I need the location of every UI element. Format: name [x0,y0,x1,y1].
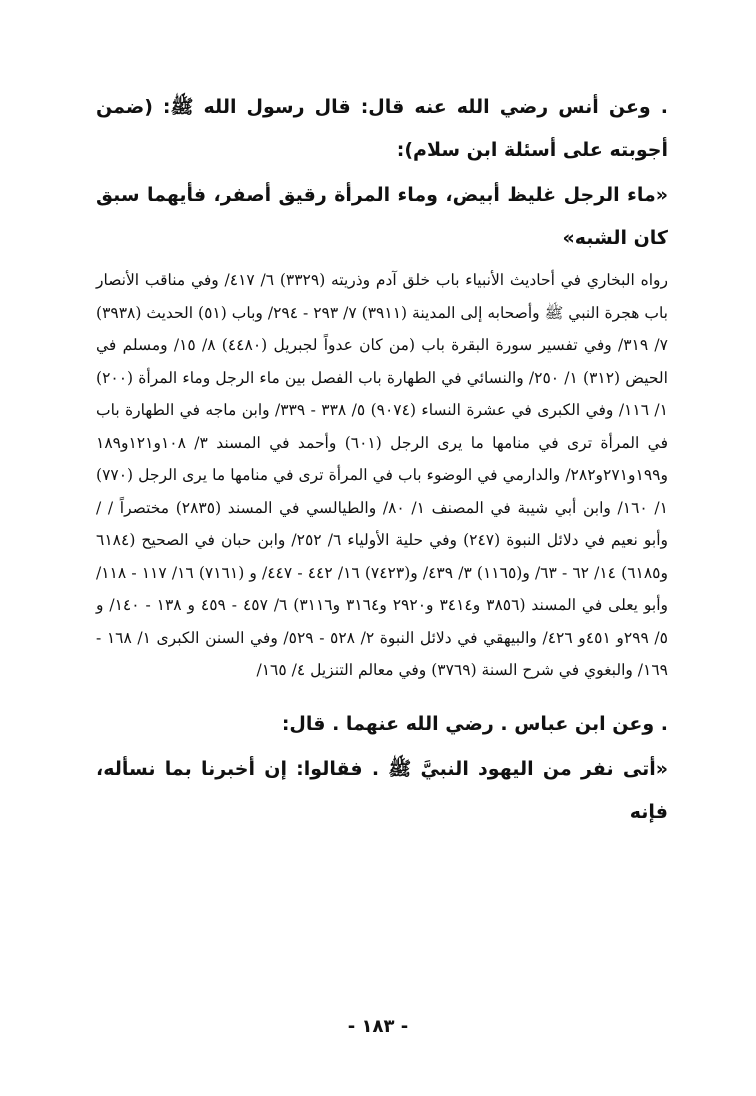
hadith-anas-takhrij: رواه البخاري في أحاديث الأنبياء باب خلق آدم وذريته (٣٣٢٩) ٦/ ٤١٧/ وفي مناقب الأنصار باب هجرة النبي ﷺ وأصحابه إلى المدينة (٣٩١١) ٧/ ٢٩٣ - ٢٩٤/ وباب (٥١) الحديث (٣٩٣٨) ٧/ ٣١٩/ وفي تفسير سورة البقرة باب (من كان عدواً لجبريل (٤٤٨٠) ٨/ ١٥/ ومسلم في الحيض (٣١٢) ١/ ٢٥٠/ والنسائي في الطهارة باب الفصل بين ماء الرجل وماء المرأة (٢٠٠) ١/ ١١٦/ وفي الكبرى في عشرة النساء (٩٠٧٤) ٥/ ٣٣٨ - ٣٣٩/ وابن ماجه في الطهارة باب في المرأة ترى في منامها ما يرى الرجل (٦٠١) وأحمد في المسند ٣/ ١٠٨و١٢١و١٨٩ و١٩٩و٢٧١و٢٨٢/ والدارمي في الوضوء باب في المرأة ترى في منامها ما يرى الرجل (٧٧٠) ١/ ١٦٠/ وابن أبي شيبة في المصنف ١/ ٨٠/ والطيالسي في المسند (٢٨٣٥) مختصراً / / وأبو نعيم في دلائل النبوة (٢٤٧) وفي حلية الأولياء ٦/ ٢٥٢/ وابن حبان في الصحيح (٦١٨٤ و٦١٨٥) ١٤/ ٦٢ - ٦٣/ و(١١٦٥) ٣/ ٤٣٩/ و(٧٤٢٣) ١٦/ ٤٤٢ - ٤٤٧/ و (٧١٦١) ١٦/ ١١٧ - ١١٨/ وأبو يعلى في المسند (٣٨٥٦ و٣٤١٤ و٢٩٢٠ و٣١٦٤ و٣١١٦) ٦/ ٤٥٧ - ٤٥٩ و ١٣٨ - ١٤٠/ و ٥/ ٢٩٩و ٤٥١و ٤٢٦/ والبيهقي في دلائل النبوة ٢/ ٥٢٨ - ٥٢٩/ وفي السنن الكبرى ١/ ١٦٨ - ١٦٩/ والبغوي في شرح السنة (٣٧٦٩) وفي معالم التنزيل ٤/ ١٦٥/ [96,271,669,679]
page-content [96,86,668,834]
hadith-ibn-abbas-text: «أتى نفر من اليهود النبيَّ ﷺ . فقالوا: إن أخبرنا بما نسأله، فإنه [96,757,668,823]
hadith-ibn-abbas-heading: . وعن ابن عباس . رضي الله عنهما . قال: [281,712,668,735]
hadith-anas-heading: . وعن أنس رضي الله عنه قال: قال رسول الله ﷺ: (ضمن أجوبته على أسئلة ابن سلام): [96,96,668,161]
hadith-anas-text: «ماء الرجل غليظ أبيض، وماء المرأة رقيق أصفر، فأيهما سبق كان الشبه» [96,184,668,249]
page-number: - ١٨٣ - [347,1016,409,1037]
